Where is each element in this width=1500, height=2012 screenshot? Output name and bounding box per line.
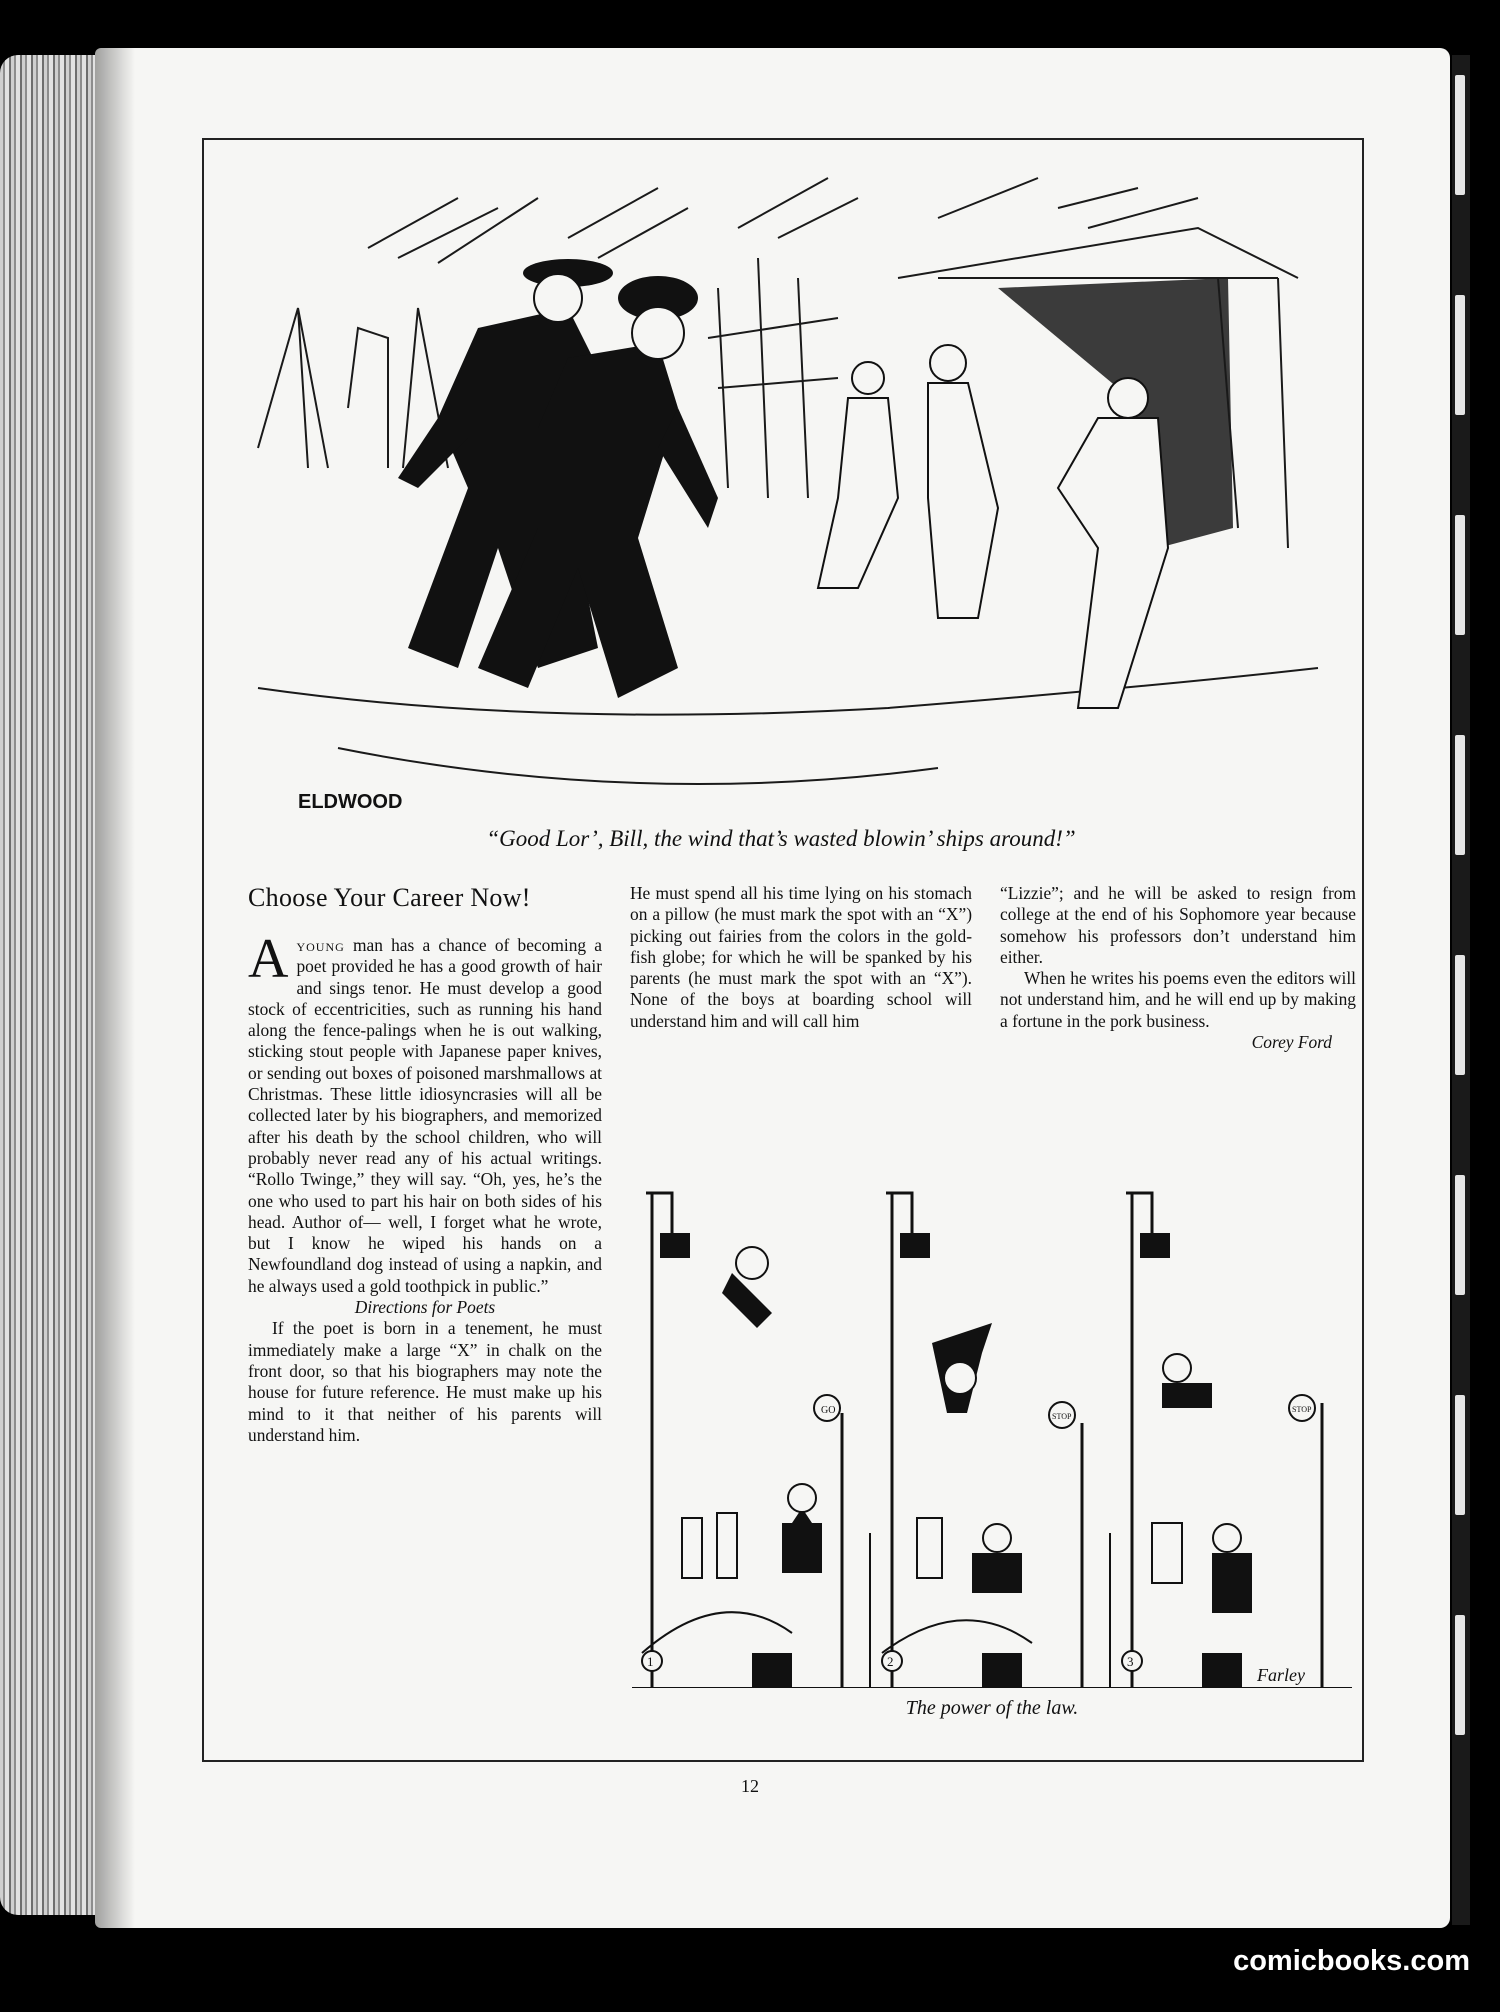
panel-number-2: 2 — [887, 1654, 894, 1669]
article-column-2 — [630, 883, 972, 1032]
article-paragraph-4: “Lizzie”; and he will be asked to resign from college at the end of his Sophomore year because somehow his professors don’t understand him either. — [1000, 883, 1356, 967]
article-subhead: Directions for Poets — [354, 1297, 496, 1318]
article-column-1 — [248, 928, 602, 1446]
lead-small-caps: young — [296, 935, 345, 955]
facing-page-edge — [1452, 55, 1470, 1925]
comic-panel-3 — [1122, 1193, 1322, 1688]
article-paragraph-2: If the poet is born in a tenement, he must immediately make a large “X” in chalk on the front door, so that his biographers may note the house for future reference. He must make up his mind to it that neither of his parents will understand him. — [248, 1318, 602, 1445]
artist-signature: ELDWOOD — [298, 791, 403, 813]
page-number: 12 — [741, 1776, 759, 1796]
sailors-wind-illustration — [238, 168, 1328, 828]
article-paragraph-1 — [248, 928, 602, 1297]
cartoonist-signature: Farley — [1257, 1665, 1305, 1685]
drop-cap: A — [248, 928, 289, 990]
sign-label-1: GO — [821, 1405, 836, 1416]
article-title: Choose Your Career Now! — [248, 883, 531, 912]
comic-strip — [632, 1153, 1352, 1688]
gutter-shadow — [95, 48, 135, 1928]
panel-number-3: 3 — [1127, 1654, 1134, 1669]
article-column-3 — [1000, 883, 1356, 1053]
comic-caption: The power of the law. — [905, 1697, 1079, 1719]
article-paragraph-5: When he writes his poems even the editors will not understand him, and he will end up by making a fortune in the pork business. — [1000, 968, 1356, 1031]
paragraph-1-text: man has a chance of becoming a poet provided he has a good growth of hair and sings tenor. He must develop a good stock of eccentricities, such as running his hand along the fence-palings when he is out walking, sticking stout people with Japanese paper knives, or sending out boxes of poisoned marshmallows at Christmas. These little idiosyncrasies will all be collected later by his biographers, and memorized after his death by the school children, who will probably never read any of his actual writings. “Rollo Twinge,” they will say. “Oh, yes, he’s the one who used to part his hair on both sides of his head. Author of— well, I forget what he wrote, but I know he wiped his hands on a Newfoundland dog instead of using a napkin, and he always used a gold toothpick in public.” — [248, 935, 602, 1296]
site-watermark: comicbooks.com — [1233, 1945, 1470, 1977]
comic-panel-1 — [642, 1193, 842, 1688]
sign-label-2: STOP — [1052, 1412, 1072, 1421]
article-author: Corey Ford — [1251, 1032, 1332, 1053]
panel-number-1: 1 — [647, 1654, 654, 1669]
comic-panel-2 — [882, 1193, 1082, 1688]
article-paragraph-3: He must spend all his time lying on his stomach on a pillow (he must mark the spot with an “X”) picking out fairies from the colors in the gold-fish globe; for which he will be spanked by his parents (he must mark the spot with an “X”). None of the boys at boarding school will understand him and will call him — [630, 883, 972, 1031]
sign-label-3: STOP — [1292, 1405, 1312, 1414]
illustration-caption: “Good Lor’, Bill, the wind that’s wasted blowin’ ships around!” — [486, 826, 1076, 851]
